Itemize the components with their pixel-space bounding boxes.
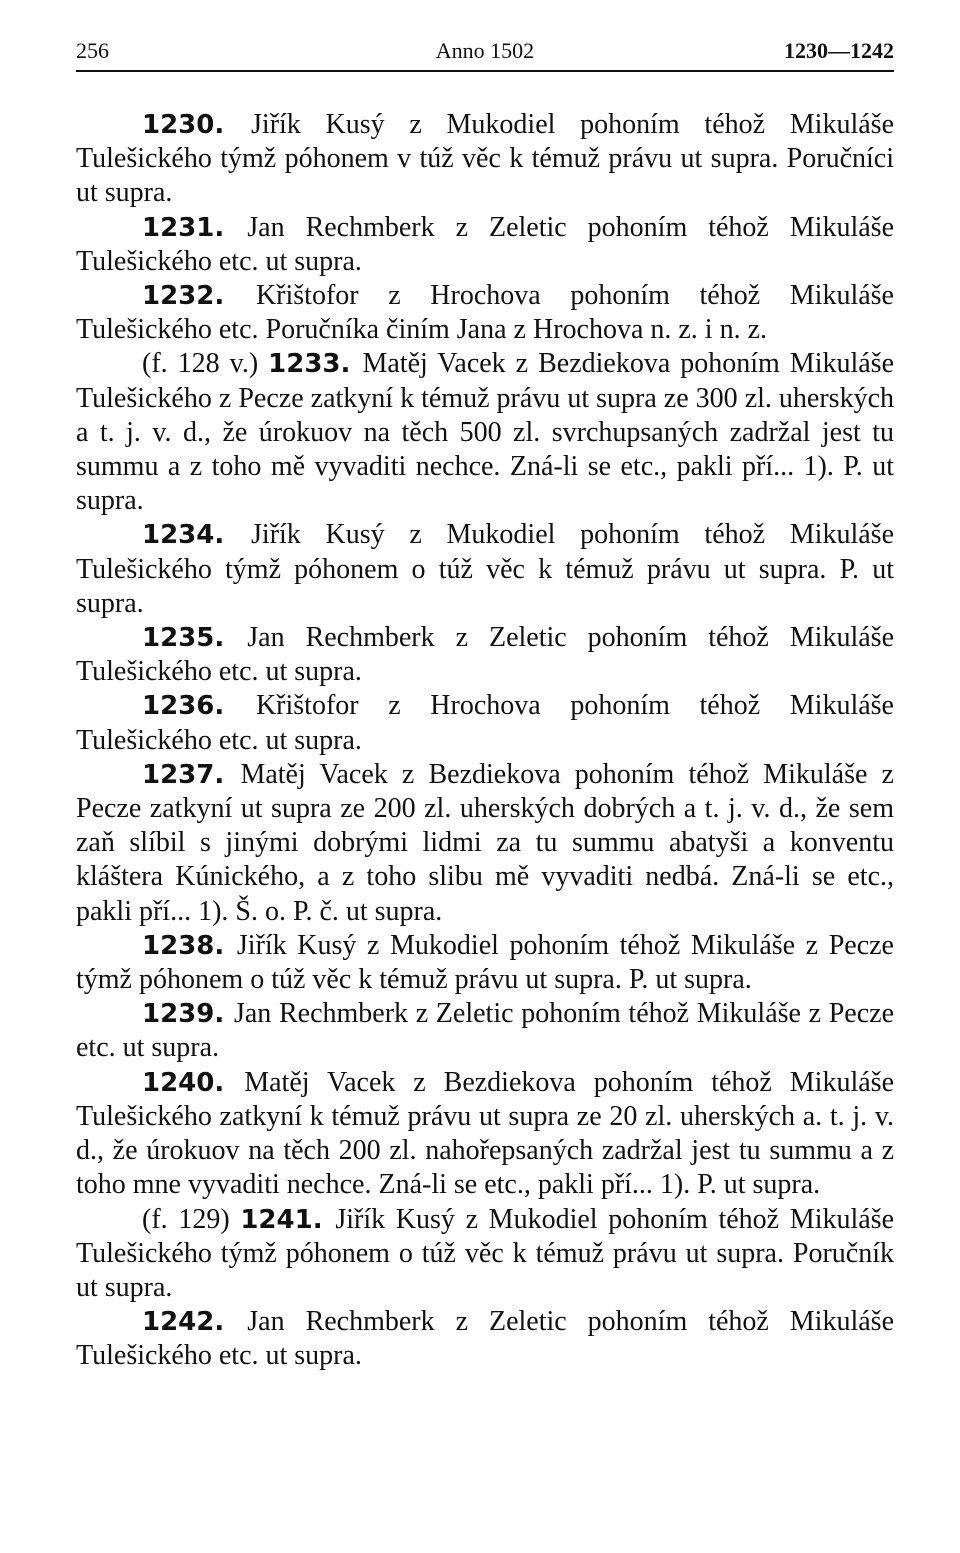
entry-1241: (f. 129) 1241. Jiřík Kusý z Mukodiel pohoním téhož Mikuláše Tulešického týmž póhonem o túž věc k témuž právu ut supra. Poručník ut supra. xyxy=(76,1203,894,1303)
entry-1230: 1230. Jiřík Kusý z Mukodiel pohoním téhož Mikuláše Tulešického týmž póhonem v túž věc k témuž právu ut supra. Poručníci ut supra. xyxy=(76,109,894,209)
entry-text: Matěj Vacek z Bezdiekova pohoním téhož Mikuláše z Pecze zatkyní ut supra ze 200 zl. uherských dobrých a t. j. v. d., že sem zaň slíbil s jinými dobrými lidmi za tu summu abatyši a konventu kláštera Kúnického, a z toho slibu mě vyvaditi nedbá. Zná-li se etc., pakli pří... 1). Š. o. P. č. ut supra. xyxy=(76,758,894,927)
entry-number: 1236 xyxy=(142,691,215,722)
entry-text: Jan Rechmberk z Zeletic pohoním téhož Mikuláše Tulešického etc. ut supra. xyxy=(76,211,894,277)
entry-1239: 1239. Jan Rechmberk z Zeletic pohoním téhož Mikuláše z Pecze etc. ut supra. xyxy=(76,998,894,1064)
entry-number: 1232 xyxy=(142,281,215,312)
entry-number: 1235 xyxy=(142,623,215,654)
entry-number: 1238 xyxy=(142,930,215,961)
entry-number: 1239 xyxy=(142,999,215,1030)
entry-text: Jiřík Kusý z Mukodiel pohoním téhož Mikuláše Tulešického týmž póhonem o túž věc k témuž právu ut supra. P. ut supra. xyxy=(76,519,894,619)
entry-number: 1237 xyxy=(142,759,215,790)
running-head xyxy=(76,36,894,66)
entry-text: Jan Rechmberk z Zeletic pohoním téhož Mikuláše Tulešického etc. ut supra. xyxy=(76,1306,894,1372)
entry-text: Křištofor z Hrochova pohoním téhož Mikuláše Tulešického etc. Poručníka činím Jana z Hrochova n. z. i n. z. xyxy=(76,280,894,346)
entry-text: Křištofor z Hrochova pohoním téhož Mikuláše Tulešického etc. ut supra. xyxy=(76,690,894,756)
running-title: Anno 1502 xyxy=(435,38,535,63)
entry-number: 1242 xyxy=(142,1307,215,1338)
document-page xyxy=(76,36,895,1372)
entry-1236: 1236. Křištofor z Hrochova pohoním téhož Mikuláše Tulešického etc. ut supra. xyxy=(76,690,894,756)
entry-number: 1230 xyxy=(142,110,215,140)
entry-number: 1233 xyxy=(268,349,341,380)
entry-text: Jiřík Kusý z Mukodiel pohoním téhož Mikuláše z Pecze týmž póhonem o túž věc k témuž právu ut supra. P. ut supra. xyxy=(76,929,894,996)
entry-1238: 1238. Jiřík Kusý z Mukodiel pohoním téhož Mikuláše z Pecze týmž póhonem o túž věc k témuž právu ut supra. P. ut supra. xyxy=(76,929,894,996)
entry-text: Jiřík Kusý z Mukodiel pohoním téhož Mikuláše Tulešického týmž póhonem v túž věc k témuž právu ut supra. Poručníci ut supra. xyxy=(76,109,894,209)
folio-marker: (f. 128 v.) xyxy=(142,348,259,380)
entry-1235: 1235. Jan Rechmberk z Zeletic pohoním téhož Mikuláše Tulešického etc. ut supra. xyxy=(76,622,894,688)
entry-text: Jan Rechmberk z Zeletic pohoním téhož Mikuláše Tulešického etc. ut supra. xyxy=(76,622,894,688)
page-number: 256 xyxy=(76,38,109,63)
entry-1240: 1240. Matěj Vacek z Bezdiekova pohoním téhož Mikuláše Tulešického zatkyní k témuž právu ut supra ze 20 zl. uherských a. t. j. v. d., že úrokuov na těch 200 zl. nahořepsaných zadržal jest tu summu a z toho mne vyvaditi nechce. Zná-li se etc., pakli pří... 1). P. ut supra. xyxy=(76,1066,894,1201)
entry-1232: 1232. Křištofor z Hrochova pohoním téhož Mikuláše Tulešického etc. Poručníka činím Jana z Hrochova n. z. i n. z. xyxy=(76,280,894,346)
header-rule xyxy=(76,70,894,72)
entry-text: Jiřík Kusý z Mukodiel pohoním téhož Mikuláše Tulešického týmž póhonem o túž věc k témuž právu ut supra. Poručník ut supra. xyxy=(76,1203,894,1303)
folio-marker: (f. 129) xyxy=(142,1203,230,1235)
entry-text: Matěj Vacek z Bezdiekova pohoním téhož Mikuláše Tulešického zatkyní k témuž právu ut supra ze 20 zl. uherských a. t. j. v. d., že úrokuov na těch 200 zl. nahořepsaných zadržal jest tu summu a z toho mne vyvaditi nechce. Zná-li se etc., pakli pří... 1). P. ut supra. xyxy=(76,1066,894,1201)
entry-1237: 1237. Matěj Vacek z Bezdiekova pohoním téhož Mikuláše z Pecze zatkyní ut supra ze 200 zl. uherských dobrých a t. j. v. d., že sem zaň slíbil s jinými dobrými lidmi za tu summu abatyši a konventu kláštera Kúnického, a z toho slibu mě vyvaditi nedbá. Zná-li se etc., pakli pří... 1). Š. o. P. č. ut supra. xyxy=(76,758,894,927)
entry-number: 1234 xyxy=(142,520,215,551)
entry-text: Jan Rechmberk z Zeletic pohoním téhož Mikuláše z Pecze etc. ut supra. xyxy=(76,998,894,1064)
entry-text: Matěj Vacek z Bezdiekova pohoním Mikuláše Tulešického z Pecze zatkyní k témuž právu ut supra ze 300 zl. uherských a t. j. v. d., že úrokuov na těch 500 zl. svrchupsaných zadržal jest tu summu a z toho mě vyvaditi nechce. Zná-li se etc., pakli pří... 1). P. ut supra. xyxy=(76,348,895,517)
entry-number: 1241 xyxy=(240,1204,313,1235)
entry-number: 1240 xyxy=(142,1067,215,1098)
entry-list xyxy=(76,108,894,1374)
entry-1242: 1242. Jan Rechmberk z Zeletic pohoním téhož Mikuláše Tulešického etc. ut supra. xyxy=(76,1306,894,1372)
entry-number: 1231 xyxy=(142,212,215,243)
entry-1233: (f. 128 v.) 1233. Matěj Vacek z Bezdiekova pohoním Mikuláše Tulešického z Pecze zatkyní k témuž právu ut supra ze 300 zl. uherských a t. j. v. d., že úrokuov na těch 500 zl. svrchupsaných zadržal jest tu summu a z toho mě vyvaditi nechce. Zná-li se etc., pakli pří... 1). P. ut supra. xyxy=(76,348,895,517)
entry-1231: 1231. Jan Rechmberk z Zeletic pohoním téhož Mikuláše Tulešického etc. ut supra. xyxy=(76,211,894,277)
entry-1234: 1234. Jiřík Kusý z Mukodiel pohoním téhož Mikuláše Tulešického týmž póhonem o túž věc k témuž právu ut supra. P. ut supra. xyxy=(76,519,894,619)
entry-range: 1230—1242 xyxy=(784,38,894,63)
